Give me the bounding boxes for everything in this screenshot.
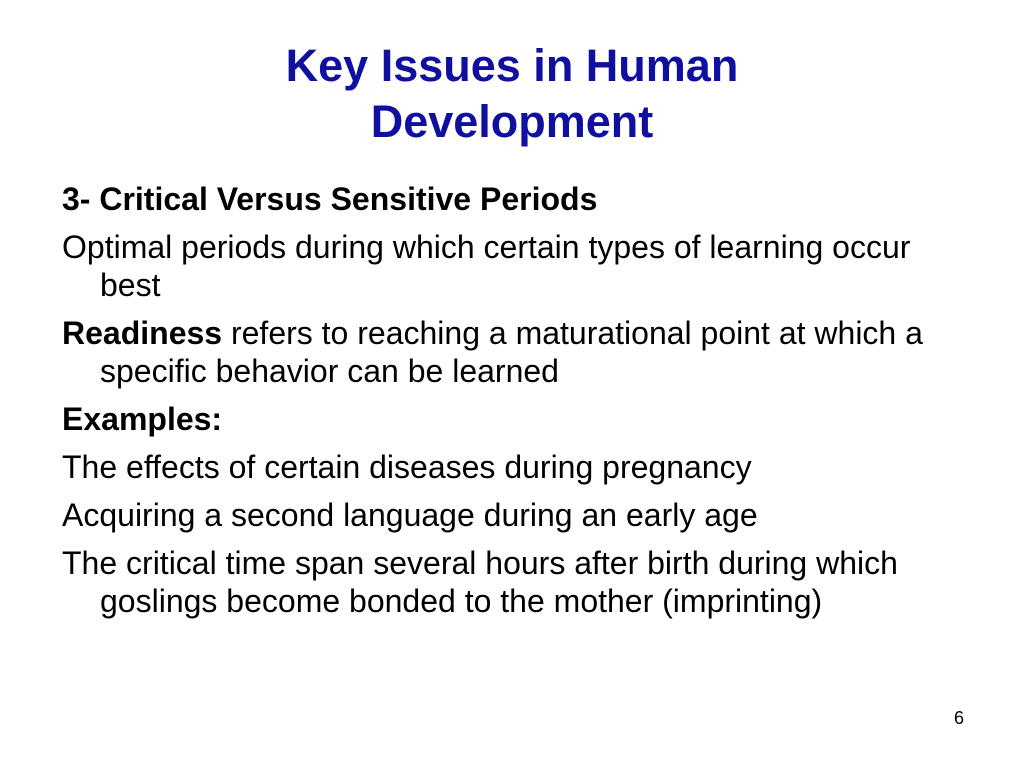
page-number: 6 (953, 708, 964, 728)
paragraph-readiness (62, 314, 962, 390)
paragraph-optimal-periods: Optimal periods during which certain types of learning occur best (62, 229, 911, 303)
example-imprinting: The critical time span several hours after birth during which goslings become bonded to the mother (imprinting) (62, 545, 898, 619)
example-second-language: Acquiring a second language during an early age (62, 497, 758, 533)
examples-label: Examples: (62, 401, 223, 437)
readiness-definition: refers to reaching a maturational point at which a specific behavior can be learned (100, 315, 923, 389)
section-heading: 3- Critical Versus Sensitive Periods (62, 181, 598, 217)
slide-title-line-2: Development (370, 96, 654, 147)
slide-title (100, 38, 924, 150)
slide-body (62, 180, 962, 630)
readiness-term: Readiness (62, 315, 223, 351)
example-diseases: The effects of certain diseases during pregnancy (62, 449, 752, 485)
slide-title-line-1: Key Issues in Human (285, 40, 739, 91)
